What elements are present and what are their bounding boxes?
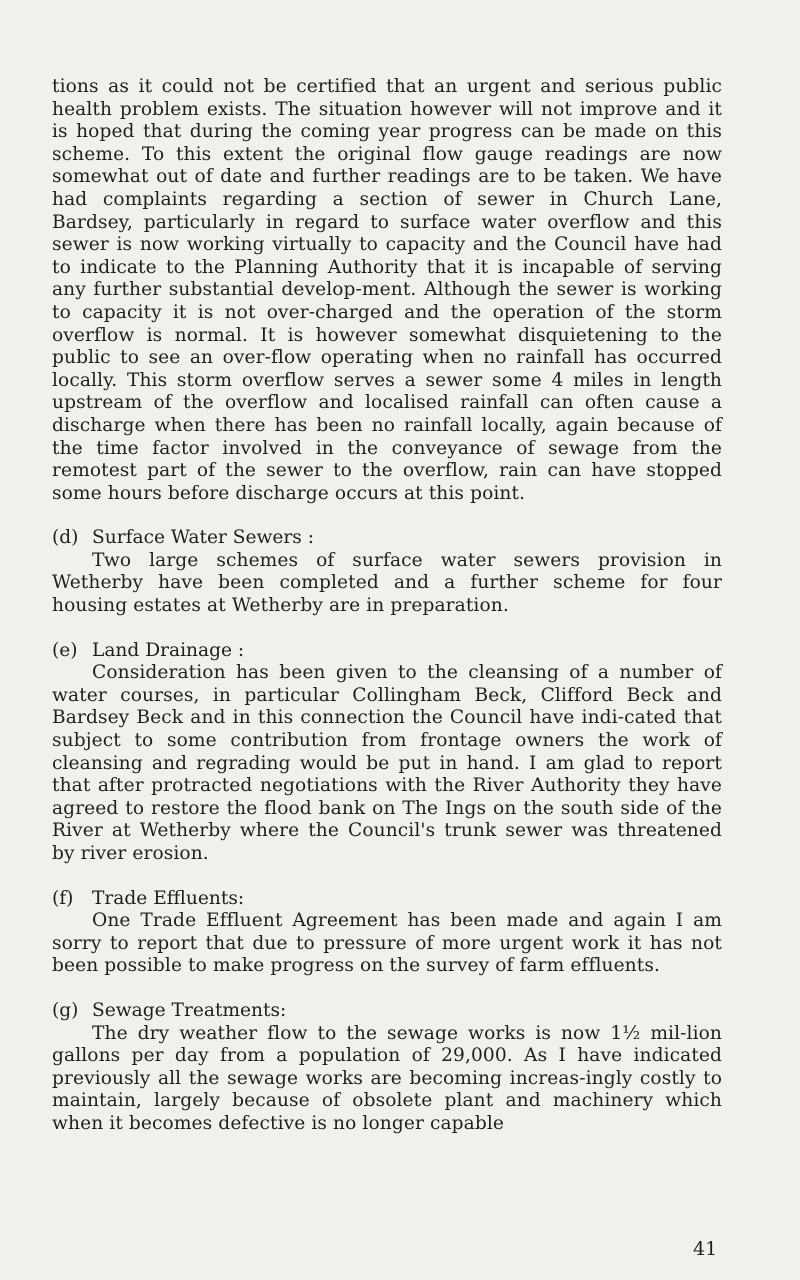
section-heading — [52, 888, 722, 911]
section-heading — [52, 1000, 722, 1023]
section-title: Trade Effluents: — [92, 887, 245, 909]
section-letter: (g) — [52, 999, 79, 1021]
section-body: Consideration has been given to the cleansing of a number of water courses, in particular Collingham Beck, Clifford Beck and Bardsey Beck and in this connection the Council have indi-cated that subject to some contribution from frontage owners the work of cleansing and regrading would be put in hand. I am glad to report that after protracted negotiations with the River Authority they have agreed to restore the flood bank on The Ings on the south side of the River at Wetherby where the Council's trunk sewer was threatened by river erosion. — [52, 662, 722, 864]
section-body: Two large schemes of surface water sewers provision in Wetherby have been completed and a further scheme for four housing estates at Wetherby are in preparation. — [52, 549, 722, 617]
section-body: The dry weather flow to the sewage works is now 1½ mil-lion gallons per day from a population of 29,000. As I have indicated previously all the sewage works are becoming increas-ingly costly to maintain, largely because of obsolete plant and machinery which when it becomes defective is no longer capable — [52, 1022, 722, 1134]
section-trade-effluents — [52, 888, 722, 978]
document-page — [52, 76, 722, 1136]
intro-paragraph: tions as it could not be certified that an urgent and serious public health problem exists. The situation however will not improve and it is hoped that during the coming year progress can be made on this scheme. To this extent the original flow gauge readings are now somewhat out of date and further readings are to be taken. We have had complaints regarding a section of sewer in Church Lane, Bardsey, particularly in regard to surface water overflow and this sewer is now working virtually to capacity and the Council have had to indicate to the Planning Authority that it is incapable of serving any further substantial develop-ment. Although the sewer is working to capacity it is not over-charged and the operation of the storm overflow is normal. It is however somewhat disquietening to the public to see an over-flow operating when no rainfall has occurred locally. This storm overflow serves a sewer some 4 miles in length upstream of the overflow and localised rainfall can often cause a discharge when there has been no rainfall locally, again because of the time factor involved in the conveyance of sewage from the remotest part of the sewer to the overflow, rain can have stopped some hours before discharge occurs at this point. — [52, 76, 722, 504]
section-letter: (d) — [52, 527, 79, 549]
section-heading — [52, 527, 722, 550]
section-title: Surface Water Sewers : — [92, 527, 315, 549]
section-body: One Trade Effluent Agreement has been made and again I am sorry to report that due to pressure of more urgent work it has not been possible to make progress on the survey of farm effluents. — [52, 910, 722, 977]
section-sewage-treatments — [52, 1000, 722, 1136]
section-title: Sewage Treatments: — [92, 999, 287, 1021]
section-title: Land Drainage : — [92, 639, 245, 661]
section-letter: (e) — [52, 639, 78, 661]
section-letter: (f) — [52, 887, 74, 909]
page-number: 41 — [693, 1238, 718, 1260]
section-surface-water-sewers — [52, 527, 722, 617]
section-heading — [52, 640, 722, 663]
section-land-drainage — [52, 640, 722, 866]
